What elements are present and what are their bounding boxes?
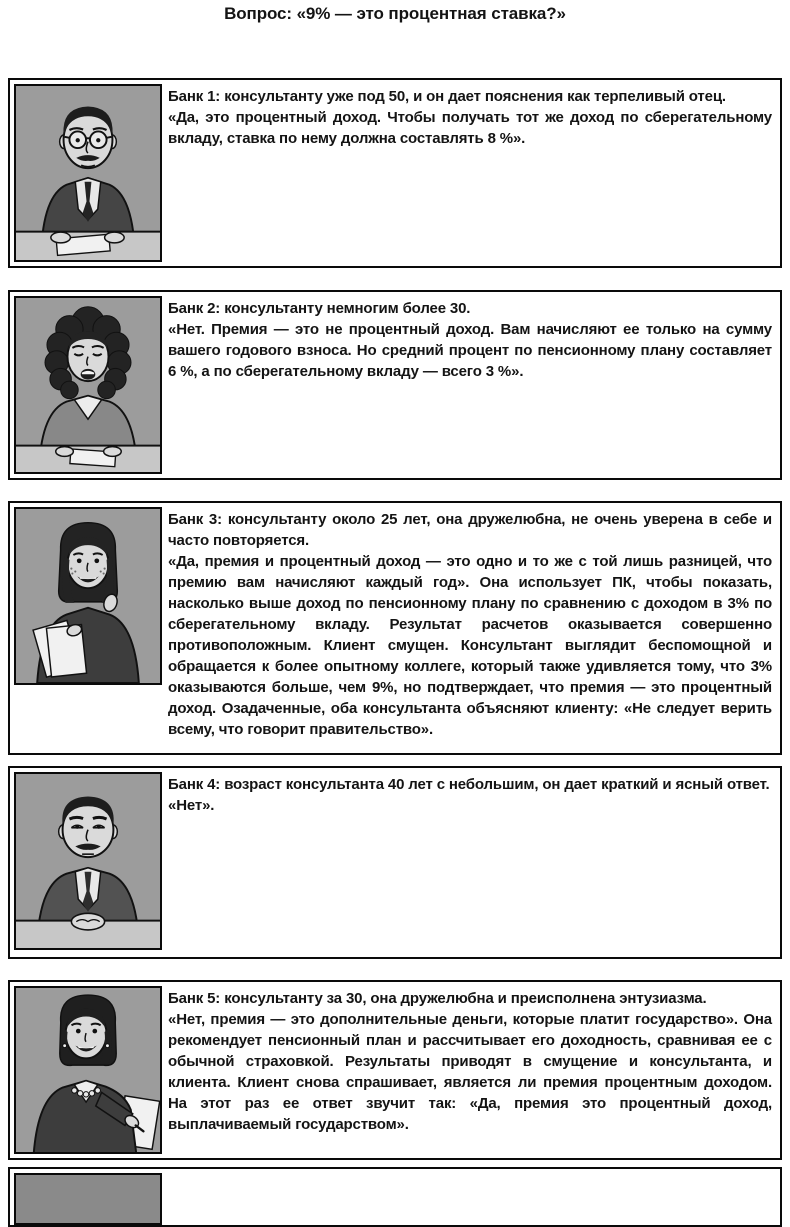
panel-4-intro: возраст консультанта 40 лет с небольшим, он дает краткий и ясный ответ. [224,776,770,793]
panel-2-label: Банк 2: [168,300,221,317]
bank-2-consultant-illustration [14,296,162,474]
panel-1-intro-line [168,86,772,107]
panel-5-intro: консультанту за 30, она дружелюбна и преисполнена энтузиазма. [224,990,707,1007]
panel-5-label: Банк 5: [168,990,221,1007]
panel-bank-1 [8,78,782,268]
panel-5-text [168,988,772,1135]
panel-1-text [168,86,772,149]
bank-3-consultant-illustration [14,507,162,685]
female-consultant-curly-hair-cartoon [16,298,160,472]
panel-bank-3 [8,501,782,755]
panel-bank-4 [8,766,782,959]
panel-2-intro-line [168,298,772,319]
panel-2-intro: консультанту немногим более 30. [224,300,471,317]
panel-3-intro-line [168,509,772,551]
young-female-consultant-cartoon [16,509,160,683]
page-title: Вопрос: «9% — это процентная ставка?» [224,4,566,23]
panel-5-intro-line [168,988,772,1009]
bank-4-consultant-illustration [14,772,162,950]
panel-1-body: «Да, это процентный доход. Чтобы получать тот же доход по сберегательному вкладу, ставка по нему должна составлять 8 %». [168,109,772,147]
panel-4-label: Банк 4: [168,776,221,793]
panel-4-body: «Нет». [168,797,215,814]
panel-bank-5 [8,980,782,1160]
panel-4-text [168,774,772,816]
panel-3-body: «Да, премия и процентный доход — это одно и то же с той лишь разницей, что премию вам начисляют каждый год». Она использует ПК, чтобы показать, насколько выше доход по пенсионному плану по сравнению с доходом в 3% по сберегательному вкладу. Результат расчетов оказывается совершенно противоположным. Клиент смущен. Консультант выглядит беспомощной и обращается к более опытному коллеге, который также удивляется тому, что 3% оказываются больше, чем 9%, но подтверждает, что премия — это процентный доход. Озадаченные, оба консультанта объясняют клиенту: «Не следует верить всему, что говорит правительство». [168,553,772,738]
panel-1-intro: консультанту уже под 50, и он дает пояснения как терпеливый отец. [224,88,726,105]
male-consultant-folded-hands-cartoon [16,774,160,948]
next-consultant-illustration-partial [14,1173,162,1225]
bank-1-consultant-illustration [14,84,162,262]
panel-3-label: Банк 3: [168,511,222,528]
bank-5-consultant-illustration [14,986,162,1154]
panel-4-intro-line [168,774,772,795]
panel-bank-2 [8,290,782,480]
panel-3-text [168,509,772,740]
panel-3-intro: консультанту около 25 лет, она дружелюбна, не очень уверена в себе и часто повторяется. [168,511,772,549]
panel-5-body: «Нет, премия — это дополнительные деньги, которые платит государство». Она рекомендует пенсионный план и рассчитывает его доходность, сравнивая ее с обычной страховкой. Результаты приводят в смущение и консультанта, и клиента. Клиент снова спрашивает, является ли премия процентным доходом. На этот раз ее ответ звучит так: «Да, премия это процентный доход, выплачиваемый государством». [168,1011,772,1133]
panel-2-text [168,298,772,382]
panel-next-partial [8,1167,782,1227]
panel-2-body: «Нет. Премия — это не процентный доход. Вам начисляют ее только на сумму вашего годового взноса. Но средний процент по пенсионному плану составляет 6 %, а по сберегательному вкладу — всего 3 %». [168,321,772,380]
female-consultant-pointing-cartoon [16,988,160,1152]
male-consultant-cartoon [16,86,160,260]
panel-1-label: Банк 1: [168,88,221,105]
